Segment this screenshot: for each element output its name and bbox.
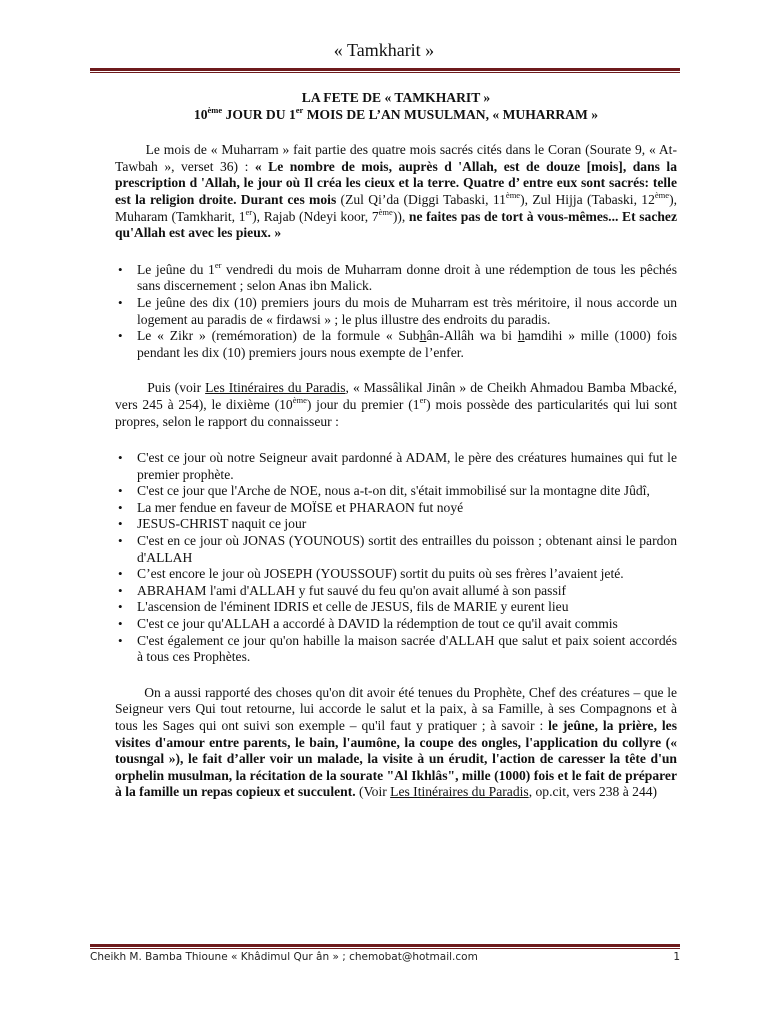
bullet-icon: • [118,616,123,632]
bullet-icon: • [118,261,123,277]
list-item: • JESUS-CHRIST naquit ce jour [118,516,307,532]
bullet-icon: • [118,328,123,344]
list-item: • C'est ce jour qu'ALLAH a accordé à DAVID la rédemption de tout ce qu'il avait commis [118,616,618,632]
bullet-icon: • [118,483,123,499]
bullet-icon: • [118,450,123,466]
intro-paragraph: Le mois de « Muharram » fait partie des quatre mois sacrés cités dans le Coran (Sourate 9, « At-Tawbah », verset 36) : « Le nombre de mois, auprès d 'Allah, est de douze [mois], dans la prescription d 'Allah, le jour où Il créa les cieux et la terre. Quatre d’ entre eux sont sacrés: telle est la religion droite. Durant ces mois (Zul Qi’da (Diggi Tabaski, 11ème), Zul Hijja (Tabaski, 12ème), Muharam (Tamkharit, 1er), Rajab (Ndeyi koor, 7ème)), ne faites pas de tort à vous-mêmes... Et sachez qu'Allah est avec les pieux. » [115,142,678,241]
bullet-icon: • [118,632,123,648]
bullet-icon: • [118,582,123,598]
list-item: • C'est en ce jour où JONAS (YOUNOUS) sortit des entrailles du poisson ; obtenant ainsi le pardon d'ALLAH [118,533,677,565]
header-rule [90,68,680,73]
footer-author: Cheikh M. Bamba Thioune « Khâdimul Qur ân » ; chemobat@hotmail.com [90,951,478,963]
page-header-title: « Tamkharit » [333,40,435,60]
list-item: • Le jeûne du 1er vendredi du mois de Muharram donne droit à une rédemption de tous les pêchés sans discernement ; selon Anas ibn Malick. [118,259,677,294]
heading-line-2: 10ème JOUR DU 1er MOIS DE L’AN MUSULMAN, « MUHARRAM » [193,104,599,122]
practices-paragraph: On a aussi rapporté des choses qu'on dit avoir été tenues du Prophète, Chef des créatures – que le Seigneur vers Qui tout retourne, lui accorde le salut et la paix, à sa Famille, à ses Compagnons et à tous les Sages qui ont suivi son exemple – qu'il faut y pratiquer ; à savoir : le jeûne, la prière, les visites d'amour entre parents, le bain, l'aumône, la coupe des ongles, l'application du collyre (« tousngal »), le fait d’aller voir un malade, la visite à un érudit, l'action de caresser la tête d'un orphelin musulman, la récitation de la sourate "Al Ikhlâs", mille (1000) fois et le fait de préparer à la famille un repas copieux et succulent. (Voir Les Itinéraires du Paradis, op.cit, vers 238 à 244) [115,684,678,800]
fasting-list [115,259,678,362]
list-item: • Le « Zikr » (remémoration) de la formule « Subhân-Allâh wa bi hamdihi » mille (1000) fois pendant les dix (10) premiers jours nous exempte de l’enfer. [118,328,678,360]
list-item: • La mer fendue en faveur de MOÏSE et PHARAON fut noyé [118,499,464,515]
list-item: • C’est encore le jour où JOSEPH (YOUSSOUF) sortit du puits où ses frères l’avaient jeté. [118,566,624,582]
list-item: • ABRAHAM l'ami d'ALLAH y fut sauvé du feu qu'on avait allumé à son passif [118,582,567,598]
bullet-icon: • [118,516,123,532]
itineraries-link[interactable]: Les Itinéraires du Paradis [390,784,529,800]
bullet-icon: • [118,294,123,310]
list-item: • Le jeûne des dix (10) premiers jours du mois de Muharram est très méritoire, il nous accorde un logement au paradis de « firdawsi » ; le plus illustre des endroits du paradis. [118,294,677,327]
bullet-icon: • [118,599,123,615]
bullet-icon: • [118,566,123,582]
footer-rule [90,944,680,949]
list-item: • C'est ce jour où notre Seigneur avait pardonné à ADAM, le père des créatures humaines qui fut le premier prophète. [118,450,677,482]
events-list [115,450,677,666]
tenth-day-paragraph: Puis (voir Les Itinéraires du Paradis, « Massâlikal Jinân » de Cheikh Ahmadou Bamba Mbacké, vers 245 à 254), le dixième (10ème) jour du premier (1er) mois possède des particularités qui lui sont propres, selon le rapport du connaisseur : [115,380,678,429]
list-item: • C'est ce jour que l'Arche de NOE, nous a-t-on dit, s'était immobilisé sur la montagne dite Jûdî, [118,483,650,499]
bullet-icon: • [118,533,123,549]
page-footer [90,951,680,963]
list-item: • L'ascension de l'éminent IDRIS et celle de JESUS, fils de MARIE y eurent lieu [118,599,569,615]
document-body [115,90,677,801]
heading-line-1: LA FETE DE « TAMKHARIT » [301,90,491,105]
list-item: • C'est également ce jour qu'on habille la maison sacrée d'ALLAH que salut et paix soient accordés à tous ces Prophètes. [118,632,677,665]
itineraries-link[interactable]: Les Itinéraires du Paradis [205,380,346,396]
bullet-icon: • [118,499,123,515]
page-number: 1 [673,951,680,963]
